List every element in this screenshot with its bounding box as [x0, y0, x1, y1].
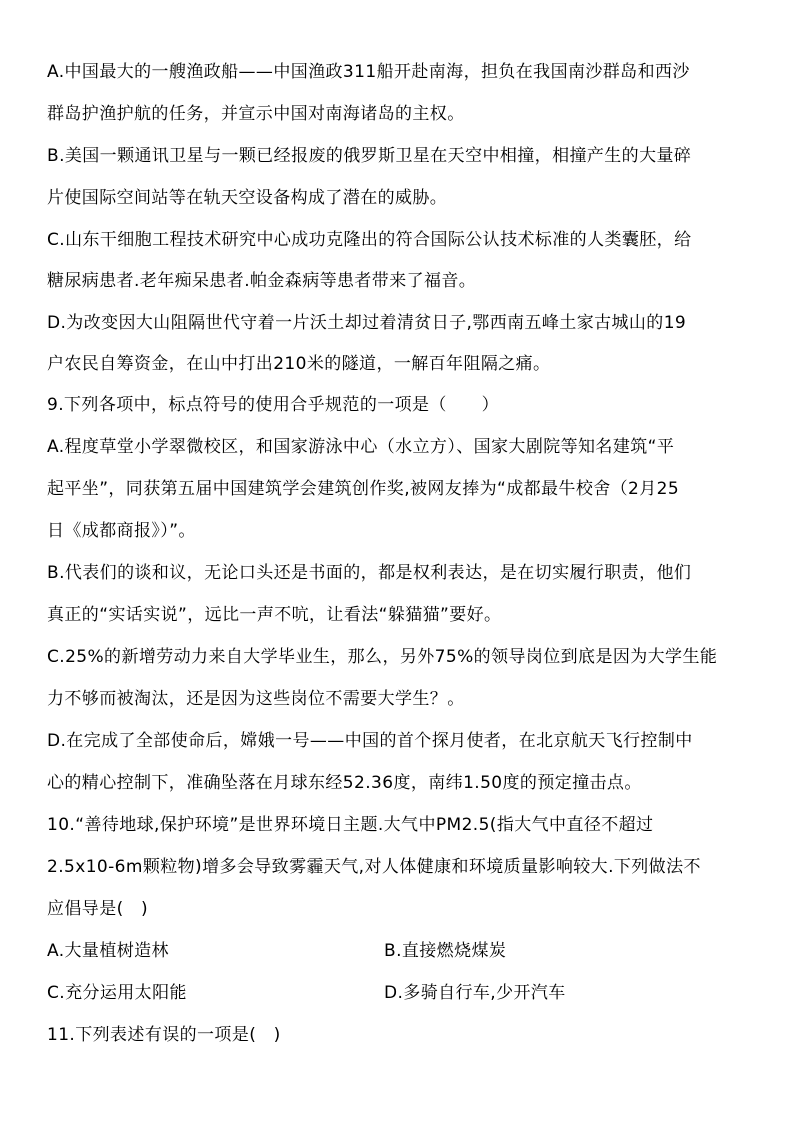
q10-option-d: D.多骑自行车,少开汽车 [384, 983, 566, 1003]
q10-option-c: C.充分运用太阳能 [47, 983, 187, 1003]
question-11-stem: 11.下列表述有误的一项是( ) [47, 1025, 281, 1045]
question-10-stem-line-1: 10.“善待地球,保护环境”是世界环境日主题.大气中PM2.5(指大气中直径不超过 [47, 815, 654, 835]
q8-option-b-line-1: B.美国一颗通讯卫星与一颗已经报废的俄罗斯卫星在天空中相撞，相撞产生的大量碎 [47, 146, 692, 166]
q9-option-b-line-2: 真正的“实话实说”，远比一声不吭，让看法“躲猫猫”要好。 [47, 605, 502, 625]
q8-option-d-line-2: 户农民自筹资金，在山中打出210米的隧道，一解百年阻隔之痛。 [47, 354, 551, 374]
q8-option-a-line-2: 群岛护渔护航的任务，并宣示中国对南海诸岛的主权。 [47, 104, 465, 124]
question-9-stem: 9.下列各项中，标点符号的使用合乎规范的一项是（ ） [47, 395, 500, 415]
q9-option-a-line-1: A.程度草堂小学翠微校区，和国家游泳中心（水立方）、国家大剧院等知名建筑“平 [47, 437, 675, 457]
q9-option-a-line-3: 日《成都商报》）”。 [47, 521, 196, 541]
question-10-stem-line-2: 2.5x10-6m颗粒物)增多会导致雾霾天气,对人体健康和环境质量影响较大.下列做法不 [47, 857, 701, 877]
q9-option-d-line-1: D.在完成了全部使命后，嫦娥一号——中国的首个探月使者，在北京航天飞行控制中 [47, 731, 693, 751]
q8-option-b-line-2: 片使国际空间站等在轨天空设备构成了潜在的威胁。 [47, 188, 448, 208]
q8-option-c-line-2: 糖尿病患者.老年痴呆患者.帕金森病等患者带来了福音。 [47, 271, 477, 291]
question-10-stem-line-3: 应倡导是( ) [47, 899, 149, 919]
q8-option-c-line-1: C.山东干细胞工程技术研究中心成功克隆出的符合国际公认技术标准的人类囊胚，给 [47, 230, 692, 250]
q9-option-a-line-2: 起平坐”，同获第五届中国建筑学会建筑创作奖,被网友捧为“成都最牛校舍（2月25 [47, 479, 680, 499]
q8-option-d-line-1: D.为改变因大山阻隔世代守着一片沃土却过着清贫日子,鄂西南五峰土家古城山的19 [47, 313, 687, 333]
q9-option-b-line-1: B.代表们的谈和议，无论口头还是书面的，都是权利表达，是在切实履行职责，他们 [47, 563, 692, 583]
q10-option-b: B.直接燃烧煤炭 [384, 941, 507, 961]
q9-option-c-line-2: 力不够而被淘汰，还是因为这些岗位不需要大学生？。 [47, 689, 465, 709]
q9-option-c-line-1: C.25%的新增劳动力来自大学毕业生，那么，另外75%的领导岗位到底是因为大学生能 [47, 647, 718, 667]
q8-option-a-line-1: A.中国最大的一艘渔政船——中国渔政311船开赴南海，担负在我国南沙群岛和西沙 [47, 62, 690, 82]
q9-option-d-line-2: 心的精心控制下，准确坠落在月球东经52.36度，南纬1.50度的预定撞击点。 [47, 773, 642, 793]
q10-option-a: A.大量植树造林 [47, 941, 169, 961]
